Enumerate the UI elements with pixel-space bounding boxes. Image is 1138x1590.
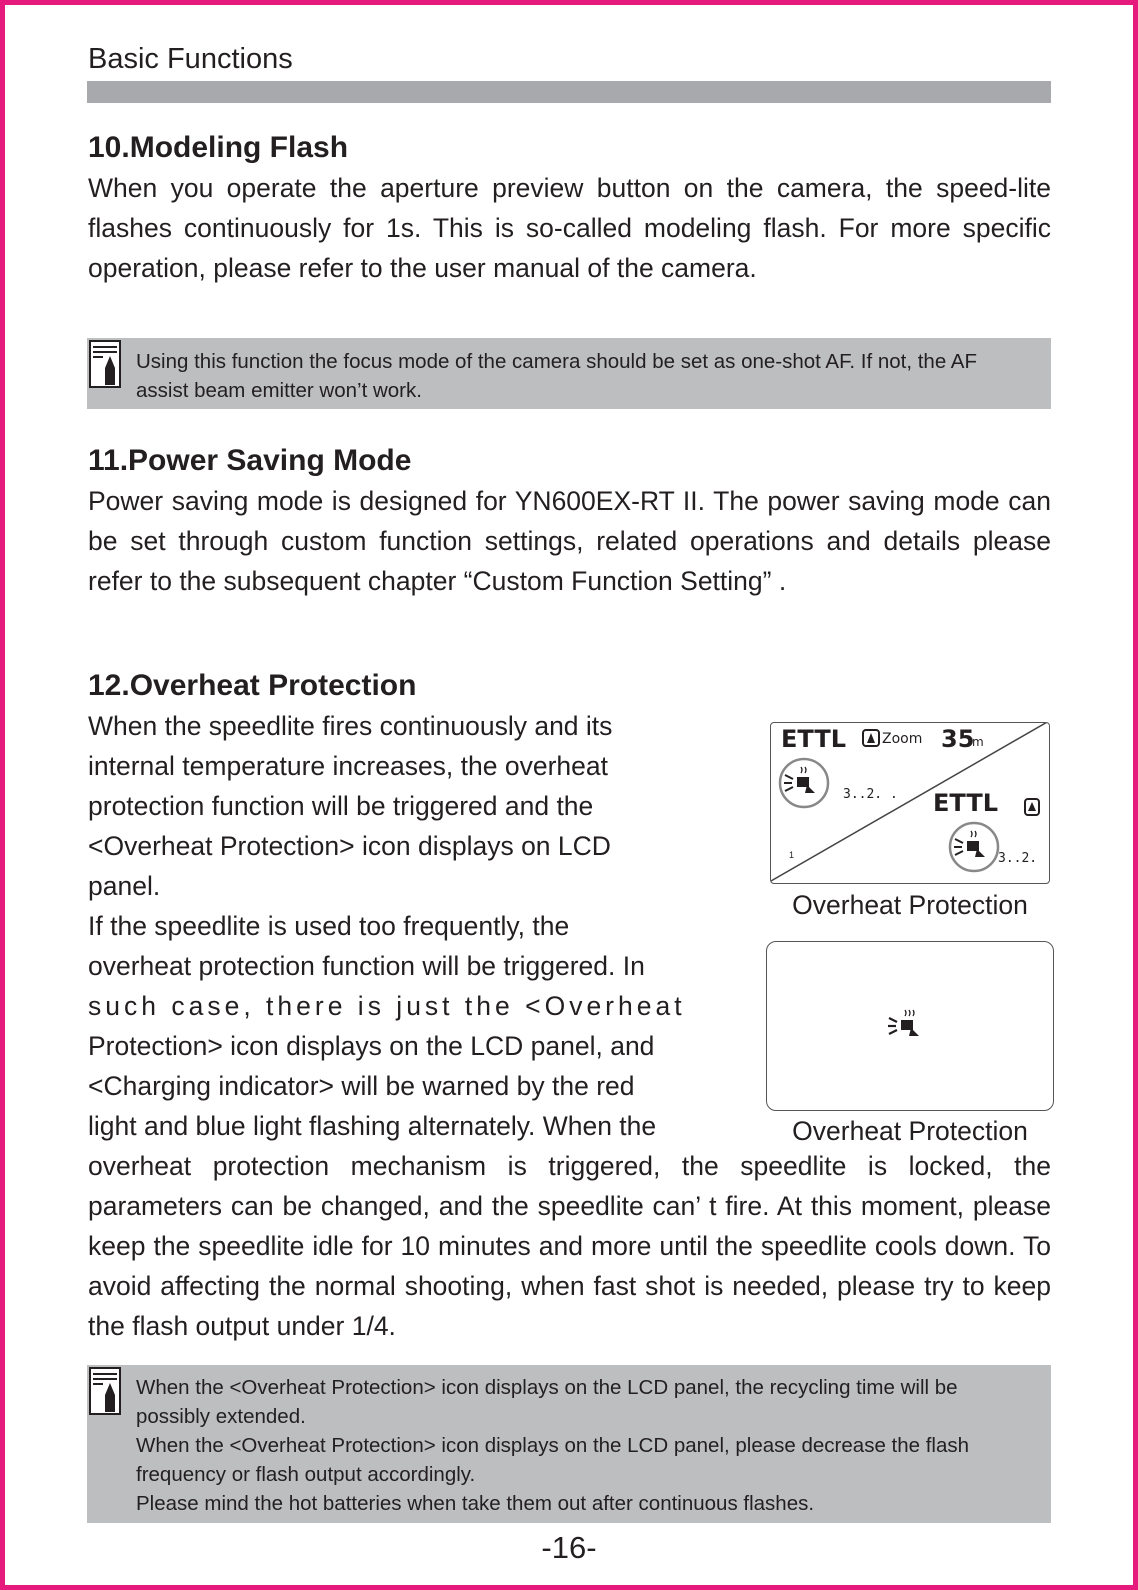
body-line: panel. xyxy=(88,871,161,901)
note-item: Please mind the hot batteries when take them out after continuous flashes. xyxy=(136,1492,815,1515)
lcd-figure-1 xyxy=(770,722,1050,884)
note-box-modeling-flash xyxy=(87,338,1051,409)
lcd-zoom-label: Zoom xyxy=(882,731,923,747)
figure-caption-2: Overheat Protection xyxy=(792,1116,1028,1146)
body-line: protection function will be triggered and the xyxy=(88,791,594,821)
section-body-modeling-flash: When you operate the aperture preview button on the camera, the speed-lite flashes continuously for 1s. This is so-called modeling flash. For more specific operation, please refer to the user manual of the camera. xyxy=(88,173,1051,283)
lcd-ratio: 3..2. xyxy=(998,851,1038,866)
page-number: -16- xyxy=(541,1530,597,1565)
overheat-icon xyxy=(767,942,1053,1110)
lcd-figure-2 xyxy=(766,941,1054,1111)
body-line: <Overheat Protection> icon displays on LCD xyxy=(88,831,611,861)
note-icon xyxy=(89,340,121,388)
section-body-overheat-full: overheat protection mechanism is triggered, the speedlite is locked, the parameters can be changed, and the speedlite can’ t fire. At this moment, please keep the speedlite idle for 10 minutes and more until the speedlite cools down. To avoid affecting the normal shooting, when fast shot is needed, please try to keep the flash output under 1/4. xyxy=(88,1151,1051,1341)
note-item: When the <Overheat Protection> icon displays on the LCD panel, please decrease the flash frequency or flash output accordingly. xyxy=(136,1434,970,1486)
figure-caption-1: Overheat Protection xyxy=(792,890,1028,920)
lcd-zoom-value: 35 xyxy=(941,725,975,753)
lcd-mode-label-2: ETTL xyxy=(933,789,998,817)
section-body-power-saving: Power saving mode is designed for YN600EX-RT II. The power saving mode can be set through custom function settings, related operations and details please refer to the subsequent chapter “Custom Function Setting” . xyxy=(88,486,1051,596)
section-heading-power-saving: 11.Power Saving Mode xyxy=(88,444,412,477)
lcd-mark: 1 xyxy=(789,850,795,860)
note-icon xyxy=(89,1367,121,1415)
note-text-list xyxy=(136,1373,1031,1518)
section-heading-overheat: 12.Overheat Protection xyxy=(88,669,417,702)
body-line: such case, there is just the <Overheat xyxy=(88,991,686,1021)
note-item: When the <Overheat Protection> icon displays on the LCD panel, the recycling time will be possibly extended. xyxy=(136,1376,958,1428)
body-line: overheat protection function will be triggered. In xyxy=(88,951,645,981)
body-line: internal temperature increases, the overheat xyxy=(88,751,608,781)
body-line: If the speedlite is used too frequently, the xyxy=(88,911,570,941)
lcd-ratio-partial: 3..2. . xyxy=(843,787,898,802)
overheat-icon xyxy=(954,831,985,857)
note-box-overheat xyxy=(87,1365,1051,1523)
body-line: <Charging indicator> will be warned by the red xyxy=(88,1071,635,1101)
body-line: Protection> icon displays on the LCD panel, and xyxy=(88,1031,655,1061)
header-bar xyxy=(87,81,1051,103)
section-body-overheat-wrapped xyxy=(88,706,743,1146)
header-title: Basic Functions xyxy=(88,43,293,75)
overheat-icon xyxy=(784,767,815,793)
body-line: light and blue light flashing alternately. When the xyxy=(88,1111,657,1141)
body-line: When the speedlite fires continuously and its xyxy=(88,711,613,741)
note-text: Using this function the focus mode of the camera should be set as one-shot AF. If not, the AF assist beam emitter won’t work. xyxy=(136,350,977,402)
lcd-zoom-unit: m xyxy=(972,735,984,749)
section-heading-modeling-flash: 10.Modeling Flash xyxy=(88,131,349,164)
lcd-mode-label: ETTL xyxy=(781,725,846,753)
